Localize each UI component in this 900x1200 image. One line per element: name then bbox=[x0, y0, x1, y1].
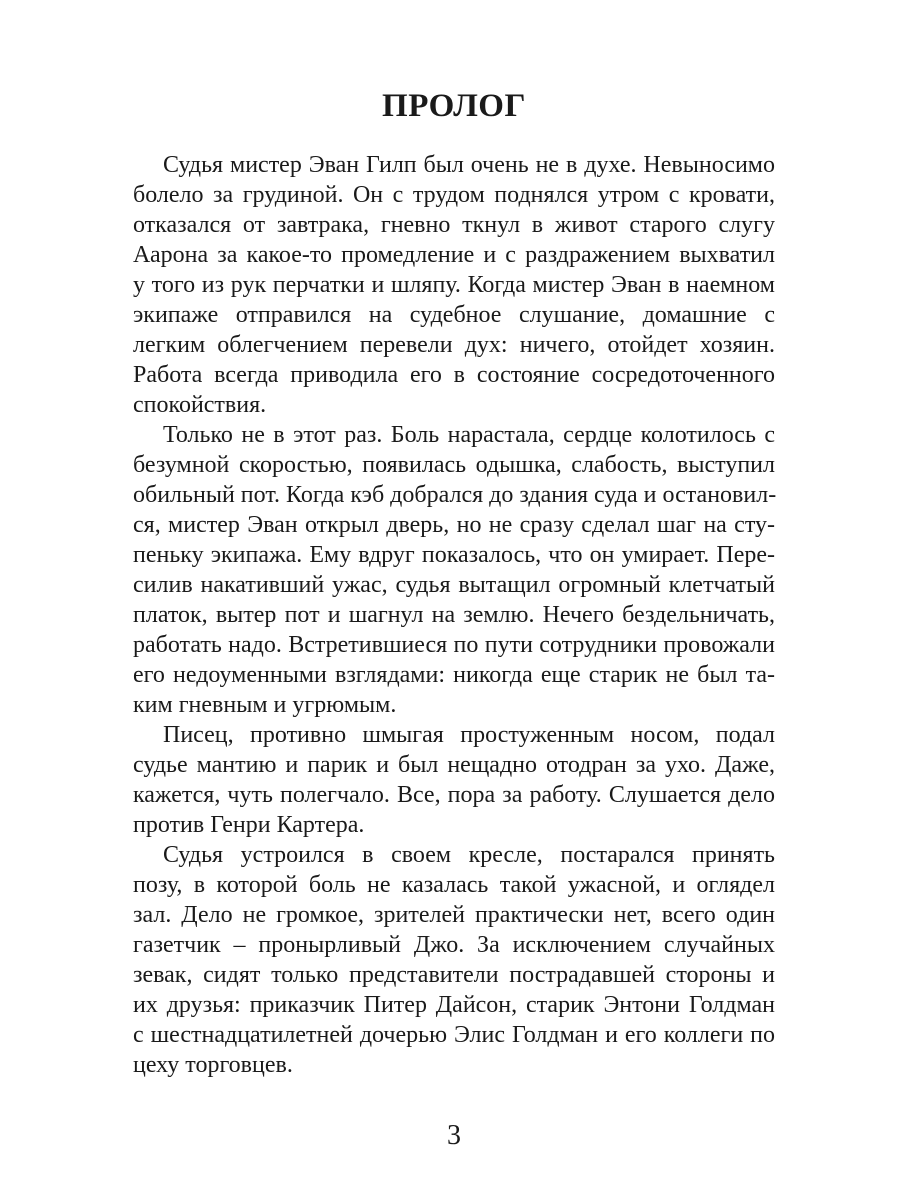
text-line: работать надо. Встретившиеся по пути сотрудники провожали bbox=[133, 632, 775, 658]
text-line: его недоуменными взглядами: никогда еще старик не был та- bbox=[133, 662, 775, 688]
page-number: 3 bbox=[447, 1120, 461, 1151]
text-line: цеху торговцев. bbox=[133, 1052, 293, 1078]
text-line: ким гневным и угрюмым. bbox=[133, 692, 397, 718]
text-line: у того из рук перчатки и шляпу. Когда мистер Эван в наемном bbox=[133, 272, 775, 298]
text-line: кажется, чуть полегчало. Все, пора за работу. Слушается дело bbox=[133, 782, 775, 808]
text-line: Судья устроился в своем кресле, постарался принять bbox=[163, 842, 775, 868]
text-line: Только не в этот раз. Боль нарастала, сердце колотилось с bbox=[163, 422, 775, 448]
book-page bbox=[133, 0, 775, 1200]
text-line: безумной скоростью, появилась одышка, слабость, выступил bbox=[133, 452, 775, 478]
text-line: газетчик – пронырливый Джо. За исключением случайных bbox=[133, 932, 775, 958]
text-line: легким облегчением перевели дух: ничего, отойдет хозяин. bbox=[133, 332, 775, 358]
text-line: Судья мистер Эван Гилп был очень не в духе. Невыносимо bbox=[163, 152, 775, 178]
text-line: позу, в которой боль не казалась такой ужасной, и оглядел bbox=[133, 872, 775, 898]
text-line: пеньку экипажа. Ему вдруг показалось, что он умирает. Пере- bbox=[133, 542, 775, 568]
text-line: Аарона за какое-то промедление и с раздражением выхватил bbox=[133, 242, 775, 268]
text-line: экипаже отправился на судебное слушание, домашние с bbox=[133, 302, 775, 328]
text-line: силив накативший ужас, судья вытащил огромный клетчатый bbox=[133, 572, 775, 598]
paragraph bbox=[133, 420, 775, 720]
paragraph bbox=[133, 150, 775, 420]
paragraph bbox=[133, 720, 775, 840]
text-line: судье мантию и парик и был нещадно отодран за ухо. Даже, bbox=[133, 752, 775, 778]
text-line: болело за грудиной. Он с трудом поднялся утром с кровати, bbox=[133, 182, 775, 208]
chapter-body bbox=[133, 150, 775, 1080]
text-line: платок, вытер пот и шагнул на землю. Нечего бездельничать, bbox=[133, 602, 775, 628]
text-line: зевак, сидят только представители пострадавшей стороны и bbox=[133, 962, 775, 988]
text-line: Работа всегда приводила его в состояние сосредоточенного bbox=[133, 362, 775, 388]
text-line: ся, мистер Эван открыл дверь, но не сразу сделал шаг на сту- bbox=[133, 512, 775, 538]
text-line: с шестнадцатилетней дочерью Элис Голдман и его коллеги по bbox=[133, 1022, 775, 1048]
text-line: зал. Дело не громкое, зрителей практически нет, всего один bbox=[133, 902, 775, 928]
text-line: против Генри Картера. bbox=[133, 812, 365, 838]
text-line: отказался от завтрака, гневно ткнул в живот старого слугу bbox=[133, 212, 775, 238]
chapter-title: ПРОЛОГ bbox=[382, 88, 526, 124]
paragraph bbox=[133, 840, 775, 1080]
text-line: Писец, противно шмыгая простуженным носом, подал bbox=[163, 722, 775, 748]
text-line: спокойствия. bbox=[133, 392, 267, 418]
text-line: их друзья: приказчик Питер Дайсон, старик Энтони Голдман bbox=[133, 992, 775, 1018]
text-line: обильный пот. Когда кэб добрался до здания суда и остановил- bbox=[133, 482, 777, 508]
